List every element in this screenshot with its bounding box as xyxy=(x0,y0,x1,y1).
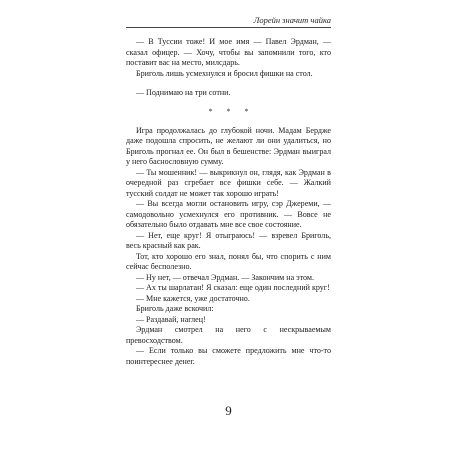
paragraph: — Ах ты шарлатан! Я сказал: еще один последний круг! xyxy=(136,283,330,292)
header-rule xyxy=(126,27,331,28)
paragraph: Игра продолжалась до глубокой ночи. Мадам Бердже даже подошла спросить, не желают ли они удалиться, но Бриголь прогнал ее. Он был в бешенстве: Эрдман выиграл у него баснословную сумму. xyxy=(126,125,331,166)
paragraph: — В Туссии тоже! И мое имя — Павел Эрдман, — сказал офицер. — Хочу, чтобы вы запомнили того, кто поставит вас на место, милсдарь. xyxy=(126,37,331,67)
paragraph: Бриголь лишь усмехнулся и бросил фишки на стол. xyxy=(136,68,313,78)
section-divider: * * * xyxy=(208,106,255,116)
paragraph: — Поднимаю на три сотни. xyxy=(136,88,231,97)
paragraph: — Если только вы сможете предложить мне что-то поинтереснее денег. xyxy=(126,346,331,366)
paragraph: Эрдман смотрел на него с нескрываемым превосходством. xyxy=(126,325,331,345)
paragraph: — Мне кажется, уже достаточно. xyxy=(136,293,250,303)
page-number: 9 xyxy=(225,403,232,418)
paragraph: — Ты мошенник! — выкрикнул он, глядя, как Эрдман в очередной раз сгребает все фишки себе. — Жалкий тусский солдат не может так хорошо играть! xyxy=(126,167,331,198)
paragraph: — Ну нет, — отвечал Эрдман. — Закончим на этом. xyxy=(136,272,314,282)
running-header: Лорейн значит чайка xyxy=(253,15,331,25)
paragraph: Тот, кто хорошо его знал, понял бы, что спорить с ним сейчас бесполезно. xyxy=(126,251,331,271)
paragraph: Бриголь даже вскочил: xyxy=(136,304,214,313)
body-text xyxy=(126,37,331,367)
paragraph: — Раздавай, наглец! xyxy=(136,314,206,324)
paragraph: — Вы всегда могли остановить игру, сэр Джереми, — самодовольно усмехнулся его противник. — Вовсе не обязательно было отдавать мне все свое состояние. xyxy=(126,199,331,229)
paragraph: — Нет, еще круг! Я отыграюсь! — взревел Бриголь, весь красный как рак. xyxy=(126,230,331,250)
